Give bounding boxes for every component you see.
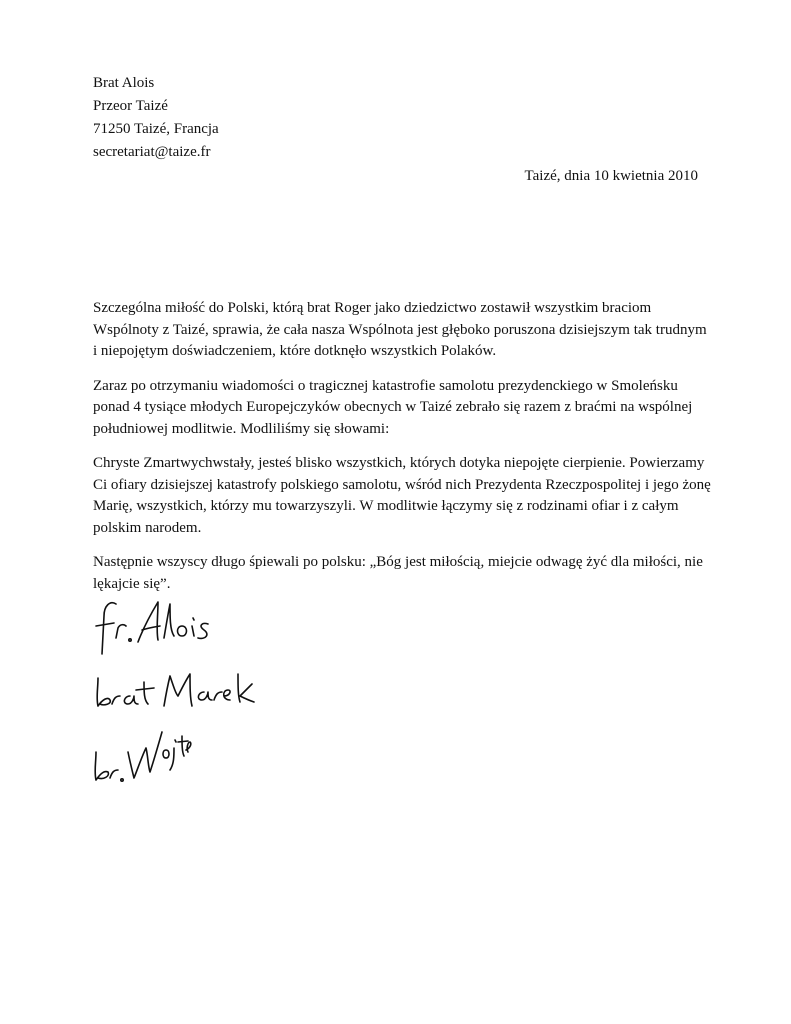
signature-wojtek-icon (90, 726, 194, 788)
signature-alois-icon (92, 596, 222, 658)
signature-marek-icon (92, 666, 260, 716)
paragraph: Następnie wszyscy długo śpiewali po polsku: „Bóg jest miłością, miejcie odwagę żyć dla miłości, nie lękajcie się”. (93, 554, 703, 592)
sender-address: 71250 Taizé, Francja (93, 121, 219, 137)
paragraph: Szczególna miłość do Polski, którą brat Roger jako dziedzictwo zostawił wszystkim braciom Wspólnoty z Taizé, sprawia, że cała nasza Wspólnota jest głęboko poruszona dzisiejszym tak trudnym i niepojętym doświadczeniem, które dotknęło wszystkich Polaków. (93, 300, 707, 359)
sender-name: Brat Alois (93, 75, 155, 91)
paragraph: Chryste Zmartwychwstały, jesteś blisko wszystkich, których dotyka niepojęte cierpienie. Powierzamy Ci ofiary dzisiejszej katastrofy polskiego samolotu, wśród nich Prezydenta Rzeczpospolitej i jego żonę Marię, wszystkich, którzy mu towarzyszyli. W modlitwie łączymy się z rodzinami ofiar i z całym polskim narodem. (93, 455, 711, 536)
paragraph: Zaraz po otrzymaniu wiadomości o tragicznej katastrofie samolotu prezydenckiego w Smoleńsku ponad 4 tysiące młodych Europejczyków obecnych w Taizé zebrało się razem z braćmi na wspólnej południowej modlitwie. Modliliśmy się słowami: (93, 377, 693, 437)
sender-title: Przeor Taizé (93, 98, 168, 114)
sender-email: secretariat@taize.fr (93, 144, 211, 160)
letter-body (93, 298, 713, 608)
date-line: Taizé, dnia 10 kwietnia 2010 (524, 168, 698, 184)
sender-block (93, 72, 219, 164)
